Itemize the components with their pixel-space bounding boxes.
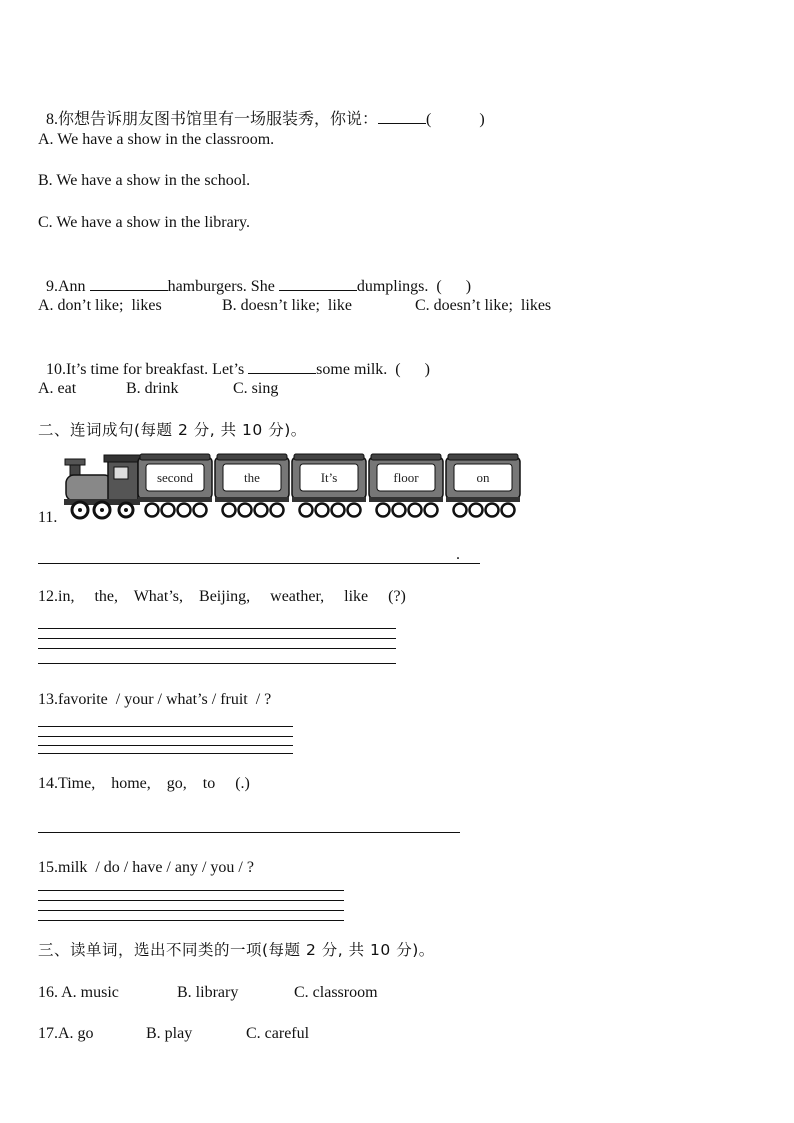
wheel-icon	[486, 504, 499, 517]
wagon-word: the	[244, 470, 260, 485]
wheel-icon	[146, 504, 159, 517]
question-13: 13.favorite / your / what’s / fruit / ?	[38, 691, 272, 708]
answer-line[interactable]	[38, 910, 344, 911]
train-wagon	[369, 454, 443, 517]
end-mark: .	[456, 546, 460, 563]
wheel-icon	[454, 504, 467, 517]
option-b: B. play	[146, 1025, 193, 1042]
wheel-icon	[409, 504, 422, 517]
answer-line[interactable]	[38, 920, 344, 921]
option-b: B. drink	[126, 380, 179, 397]
answer-line[interactable]	[38, 890, 344, 891]
wheel-icon	[162, 504, 175, 517]
question-11-number: 11.	[38, 509, 58, 526]
wheel-icon	[332, 504, 345, 517]
answer-line[interactable]	[38, 745, 293, 746]
wheel-icon	[377, 504, 390, 517]
question-9	[38, 255, 471, 297]
answer-paren: ( )	[426, 111, 485, 128]
answer-line[interactable]	[38, 900, 344, 901]
wheel-icon	[316, 504, 329, 517]
answer-line[interactable]	[38, 638, 396, 639]
wheel-icon	[194, 504, 207, 517]
answer-line[interactable]	[38, 832, 460, 833]
question-9-part1: 9.Ann	[46, 278, 90, 295]
option-a: A. go	[58, 1025, 94, 1042]
train-illustration	[62, 453, 524, 521]
answer-line[interactable]	[38, 753, 293, 754]
wheel-icon	[271, 504, 284, 517]
answer-blank[interactable]	[248, 358, 316, 374]
locomotive-icon	[64, 455, 142, 518]
option-a: A. We have a show in the classroom.	[38, 131, 275, 148]
answer-line[interactable]	[38, 628, 396, 629]
question-9-part2: hamburgers. She	[167, 278, 279, 295]
answer-line[interactable]	[38, 563, 480, 564]
option-a: A. don’t like; likes	[38, 297, 162, 314]
wagon-word: second	[156, 470, 194, 485]
wheel-icon	[470, 504, 483, 517]
wheel-icon	[239, 504, 252, 517]
section-heading: 二、连词成句(每题 2 分, 共 10 分)。	[38, 421, 307, 439]
question-10-part1: 10.It’s time for breakfast. Let’s	[46, 361, 249, 378]
question-10	[38, 338, 430, 380]
train-wagon	[292, 454, 366, 517]
option-c: C. sing	[233, 380, 279, 397]
answer-line[interactable]	[38, 648, 396, 649]
train-wagon	[215, 454, 289, 517]
wagon-word: It’s	[320, 470, 338, 485]
wheel-icon	[348, 504, 361, 517]
question-15: 15.milk / do / have / any / you / ?	[38, 859, 254, 876]
question-17-number: 17.A. go	[38, 1025, 94, 1042]
option-c: C. careful	[246, 1025, 310, 1042]
question-16-number: 16. A. music	[38, 984, 119, 1001]
option-c: C. classroom	[294, 984, 378, 1001]
option-b: B. We have a show in the school.	[38, 172, 251, 189]
wheel-icon	[300, 504, 313, 517]
question-14: 14.Time, home, go, to (.)	[38, 775, 250, 792]
wagon-word: floor	[393, 470, 419, 485]
answer-blank[interactable]	[90, 275, 168, 291]
answer-blank[interactable]	[279, 275, 357, 291]
answer-line[interactable]	[38, 663, 396, 664]
option-c: C. We have a show in the library.	[38, 214, 250, 231]
answer-line[interactable]	[38, 736, 293, 737]
wheel-icon	[255, 504, 268, 517]
wheel-icon	[178, 504, 191, 517]
wheel-icon	[223, 504, 236, 517]
question-10-part2: some milk. ( )	[316, 361, 430, 378]
wheel-icon	[425, 504, 438, 517]
option-b: B. doesn’t like; like	[222, 297, 352, 314]
wagon-word: on	[476, 470, 490, 485]
wheel-icon	[393, 504, 406, 517]
option-b: B. library	[177, 984, 239, 1001]
option-a: A. eat	[38, 380, 77, 397]
question-8	[38, 88, 485, 130]
answer-line[interactable]	[38, 726, 293, 727]
option-a: A. music	[61, 984, 119, 1001]
train-wagon	[138, 454, 212, 517]
wheel-icon	[502, 504, 515, 517]
section-heading: 三、读单词，选出不同类的一项(每题 2 分, 共 10 分)。	[38, 941, 435, 959]
question-8-stem: 8.你想告诉朋友图书馆里有一场服装秀，你说：	[46, 111, 379, 128]
question-9-part3: dumplings. ( )	[356, 278, 472, 295]
option-c: C. doesn’t like; likes	[415, 297, 552, 314]
question-12: 12.in, the, What’s, Beijing, weather, like (?)	[38, 588, 406, 605]
train-wagon	[446, 454, 520, 517]
answer-blank[interactable]	[378, 108, 426, 124]
